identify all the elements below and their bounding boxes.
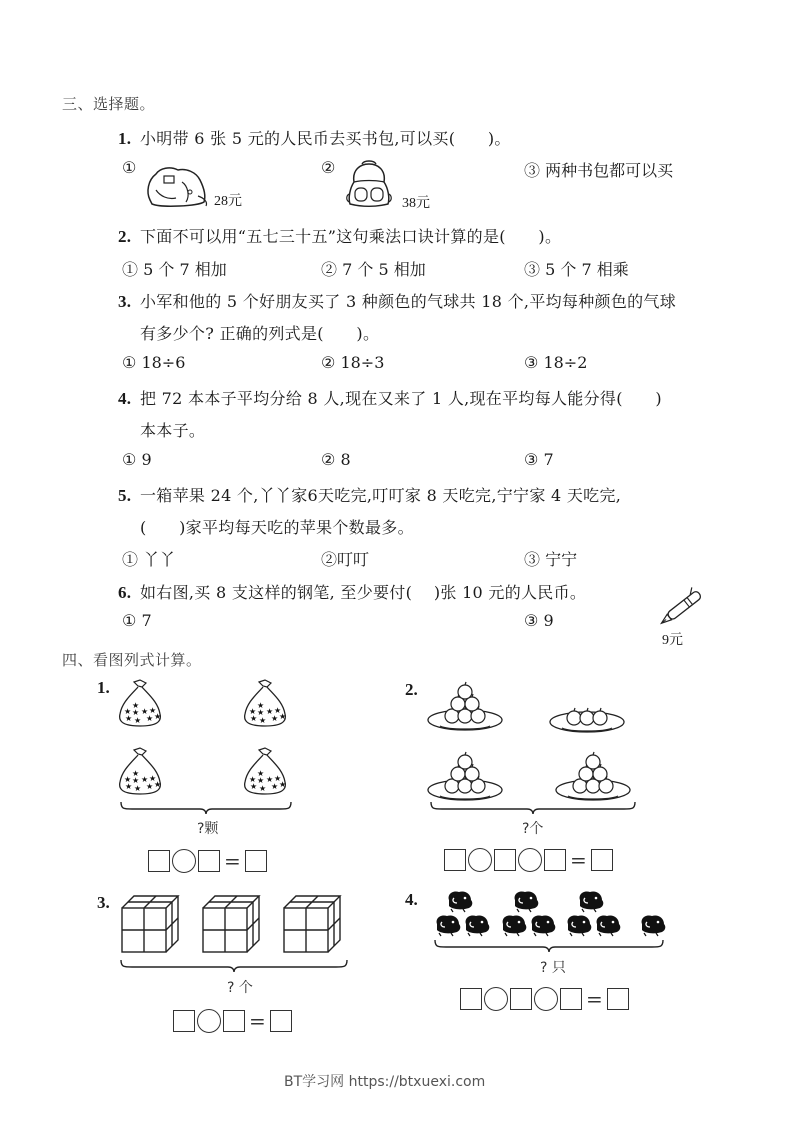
- section-title-choice: 三、选择题。: [62, 95, 156, 113]
- answer-box[interactable]: [560, 988, 582, 1010]
- price-label: 28元: [214, 194, 242, 209]
- answer-template: [444, 848, 613, 872]
- quantity-label: ?个: [522, 821, 544, 837]
- quantity-label: ? 个: [227, 980, 253, 996]
- answer-box[interactable]: [510, 988, 532, 1010]
- problem-number: 2.: [405, 680, 418, 699]
- question-text: 下面不可以用“五七三十五”这句乘法口诀计算的是( )。: [140, 227, 562, 246]
- chicks-figure: [430, 888, 670, 942]
- question-2: [118, 224, 561, 247]
- option-marker: ③: [524, 260, 541, 279]
- option-marker: ②: [321, 353, 336, 372]
- question-1: [118, 126, 511, 149]
- operator-circle[interactable]: [518, 848, 542, 872]
- option-marker: ③: [524, 550, 541, 569]
- question-number: 4.: [118, 389, 132, 408]
- answer-box[interactable]: [245, 850, 267, 872]
- brace-icon: [430, 800, 636, 819]
- question-5: [118, 483, 621, 506]
- brace-icon: [120, 800, 292, 819]
- option-marker: ②: [321, 450, 336, 469]
- question-3-line-2: 有多少个? 正确的列式是( )。: [140, 324, 380, 343]
- option-text: 9: [543, 611, 554, 630]
- equals-sign: =: [249, 1009, 266, 1033]
- question-3: [118, 289, 676, 312]
- backpack-icon: [344, 160, 396, 212]
- option-3-2[interactable]: [321, 353, 384, 372]
- option-marker: ①: [122, 611, 137, 630]
- option-text: 18÷3: [340, 353, 385, 372]
- option-marker: ③: [524, 611, 539, 630]
- option-5-3[interactable]: [524, 547, 577, 570]
- option-4-1[interactable]: [122, 450, 152, 469]
- option-marker: ②: [321, 260, 338, 279]
- problem-number: 4.: [405, 890, 418, 909]
- option-2-2[interactable]: [321, 257, 426, 280]
- cubes-figure: [120, 892, 360, 966]
- answer-box[interactable]: [544, 849, 566, 871]
- answer-box[interactable]: [173, 1010, 195, 1032]
- answer-box[interactable]: [591, 849, 613, 871]
- star-bags-figure: [118, 678, 298, 802]
- option-4-2[interactable]: [321, 450, 351, 469]
- option-text: 18÷2: [543, 353, 588, 372]
- option-text: 8: [340, 450, 351, 469]
- question-6: [118, 580, 586, 603]
- option-text: 5 个 7 相加: [143, 260, 227, 279]
- operator-circle[interactable]: [172, 849, 196, 873]
- option-marker: ①: [122, 353, 137, 372]
- option-marker: ①: [122, 450, 137, 469]
- question-5-line-2: ( )家平均每天吃的苹果个数最多。: [140, 518, 414, 537]
- question-number: 2.: [118, 227, 132, 246]
- question-number: 6.: [118, 583, 132, 602]
- question-text: 把 72 本本子平均分给 8 人,现在又来了 1 人,现在平均每人能分得( ): [140, 389, 662, 408]
- quantity-label: ?颗: [197, 821, 219, 837]
- question-text: 如右图,买 8 支这样的钢笔, 至少要付( )张 10 元的人民币。: [140, 583, 587, 602]
- answer-template: [173, 1009, 292, 1033]
- answer-box[interactable]: [607, 988, 629, 1010]
- option-1-2[interactable]: [321, 158, 335, 177]
- answer-template: [148, 849, 267, 873]
- option-text: 9: [141, 450, 152, 469]
- option-6-3[interactable]: [524, 611, 554, 630]
- option-text: 宁宁: [545, 550, 578, 569]
- backpack-icon: [142, 162, 212, 212]
- watermark: BT学习网 https://btxuexi.com: [284, 1074, 486, 1090]
- fountain-pen-icon: [652, 585, 714, 633]
- option-marker: ③: [524, 353, 539, 372]
- option-marker: ①: [122, 158, 137, 177]
- option-1-1[interactable]: [122, 158, 136, 177]
- price-label: 38元: [402, 196, 430, 211]
- question-number: 1.: [118, 129, 132, 148]
- operator-circle[interactable]: [197, 1009, 221, 1033]
- answer-box[interactable]: [198, 850, 220, 872]
- apple-plates-figure: [428, 676, 648, 810]
- option-4-3[interactable]: [524, 450, 554, 469]
- question-number: 5.: [118, 486, 132, 505]
- answer-box[interactable]: [270, 1010, 292, 1032]
- question-text: 一箱苹果 24 个,丫丫家6天吃完,叮叮家 8 天吃完,宁宁家 4 天吃完,: [140, 486, 622, 505]
- answer-box[interactable]: [148, 850, 170, 872]
- option-marker: ③: [524, 161, 541, 180]
- operator-circle[interactable]: [484, 987, 508, 1011]
- operator-circle[interactable]: [468, 848, 492, 872]
- equals-sign: =: [570, 848, 587, 872]
- equals-sign: =: [586, 987, 603, 1011]
- option-3-1[interactable]: [122, 353, 185, 372]
- equals-sign: =: [224, 849, 241, 873]
- brace-icon: [120, 958, 348, 977]
- option-2-1[interactable]: [122, 257, 227, 280]
- option-marker: ③: [524, 450, 539, 469]
- section-title-picture-equations: 四、看图列式计算。: [62, 651, 202, 669]
- option-marker: ①: [122, 550, 139, 569]
- option-text: 5 个 7 相乘: [545, 260, 629, 279]
- answer-template: [460, 987, 629, 1011]
- option-text: 7 个 5 相加: [342, 260, 426, 279]
- option-5-2[interactable]: [321, 547, 369, 570]
- question-text: 小军和他的 5 个好朋友买了 3 种颜色的气球共 18 个,平均每种颜色的气球: [140, 292, 677, 311]
- option-6-1[interactable]: [122, 611, 152, 630]
- option-text: 7: [141, 611, 152, 630]
- operator-circle[interactable]: [534, 987, 558, 1011]
- question-4: [118, 386, 662, 409]
- problem-number: 1.: [97, 678, 110, 697]
- option-text: 叮叮: [337, 550, 370, 569]
- quantity-label: ? 只: [540, 960, 566, 976]
- answer-box[interactable]: [444, 849, 466, 871]
- option-marker: ①: [122, 260, 139, 279]
- option-text: 两种书包都可以买: [545, 161, 674, 180]
- brace-icon: [434, 938, 664, 957]
- option-3-3[interactable]: [524, 353, 587, 372]
- answer-box[interactable]: [494, 849, 516, 871]
- option-text: 18÷6: [141, 353, 186, 372]
- answer-box[interactable]: [460, 988, 482, 1010]
- option-marker: ②: [321, 550, 338, 569]
- problem-number: 3.: [97, 893, 110, 912]
- option-2-3[interactable]: [524, 257, 629, 280]
- question-number: 3.: [118, 292, 132, 311]
- option-text: 7: [543, 450, 554, 469]
- option-marker: ②: [321, 158, 336, 177]
- question-text: 小明带 6 张 5 元的人民币去买书包,可以买( )。: [140, 129, 511, 148]
- option-1-3[interactable]: [524, 158, 673, 181]
- option-5-1[interactable]: [122, 547, 175, 570]
- price-label: 9元: [662, 633, 683, 648]
- question-4-line-2: 本本子。: [140, 421, 206, 440]
- answer-box[interactable]: [223, 1010, 245, 1032]
- option-text: 丫丫: [143, 550, 176, 569]
